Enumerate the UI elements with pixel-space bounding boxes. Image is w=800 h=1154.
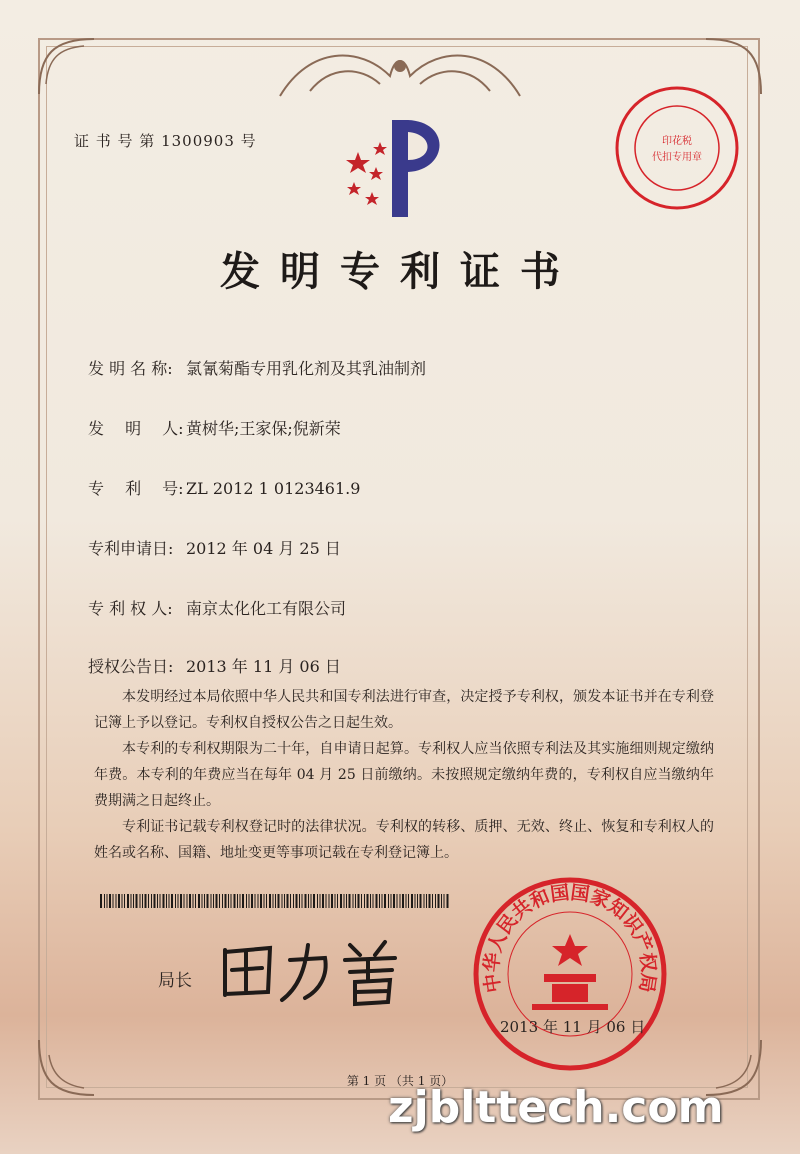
body-paragraph: 专利证书记载专利权登记时的法律状况。专利权的转移、质押、无效、终止、恢复和专利权人的姓名或名称、国籍、地址变更等事项记载在专利登记簿上。	[94, 819, 714, 861]
top-ornament-icon	[270, 36, 530, 106]
body-paragraph: 本发明经过本局依照中华人民共和国专利法进行审查，决定授予专利权，颁发本证书并在专利登记簿上予以登记。专利权自授权公告之日起生效。	[94, 689, 714, 731]
certificate-title: 发明专利证书	[220, 248, 580, 295]
corner-ornament-icon	[34, 1030, 104, 1100]
svg-text:代扣专用章: 代扣专用章	[652, 152, 702, 163]
body-paragraph: 本专利的专利权期限为二十年，自申请日起算。专利权人应当依照专利法及其实施细则规定缴纳年费。本专利的年费应当在每年 04 月 25 日前缴纳。未按照规定缴纳年费的，专利权自应当缴纳年费期满之日起终止。	[94, 741, 714, 809]
patent-office-emblem-icon	[330, 112, 460, 222]
field-application-date	[88, 536, 341, 559]
director-label: 局长	[158, 971, 192, 991]
field-value: 黄树华;王家保;倪新荣	[186, 419, 341, 438]
field-inventors	[88, 416, 341, 439]
field-grant-date	[88, 654, 341, 677]
field-value: 2013 年 11 月 06 日	[186, 657, 341, 676]
watermark: zjblttech.com	[388, 1082, 724, 1133]
stamp-date: 2013 年 11 月 06 日	[500, 1018, 646, 1036]
field-patent-number	[88, 476, 360, 499]
tax-seal-icon	[613, 84, 741, 212]
certificate-number: 证 书 号 第 1300903 号	[74, 132, 257, 150]
field-value: 氯氰菊酯专用乳化剂及其乳油制剂	[186, 359, 427, 378]
certificate-body	[94, 684, 714, 866]
field-label: 专 利 号:	[88, 479, 184, 498]
svg-text:印花税: 印花税	[662, 136, 692, 147]
field-value: ZL 2012 1 0123461.9	[186, 479, 361, 498]
field-label: 发 明 人:	[88, 419, 184, 438]
svg-text:中华人民共和国国家知识产权局: 中华人民共和国国家知识产权局	[480, 881, 660, 995]
field-patentee	[88, 596, 346, 619]
corner-ornament-icon	[34, 34, 104, 104]
field-label: 发 明 名 称:	[88, 359, 173, 378]
barcode-icon	[100, 894, 450, 908]
page-number: 第 1 页 （共 1 页）	[346, 1074, 454, 1088]
office-seal-icon	[472, 876, 668, 1072]
field-invention-name	[88, 356, 426, 379]
field-label: 专利申请日:	[88, 539, 174, 558]
field-label: 专 利 权 人:	[88, 599, 173, 618]
field-label: 授权公告日:	[88, 657, 174, 676]
field-value: 南京太化化工有限公司	[186, 599, 347, 618]
field-value: 2012 年 04 月 25 日	[186, 539, 341, 558]
director-signature	[210, 930, 410, 1010]
